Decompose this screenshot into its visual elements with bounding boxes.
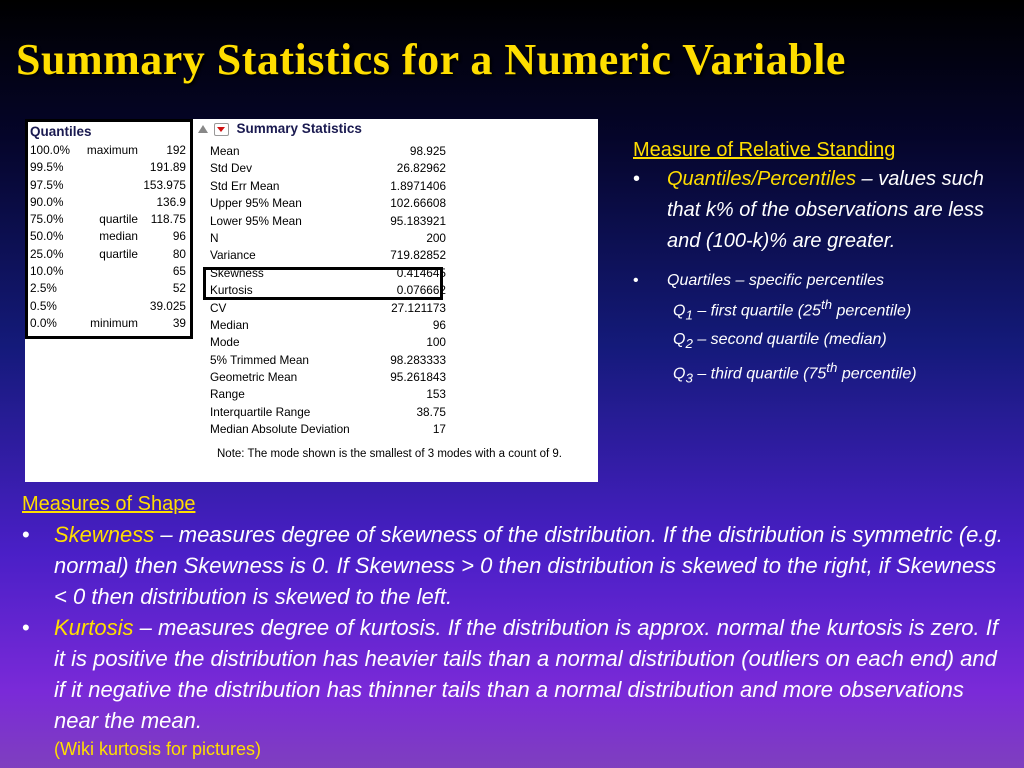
summary-label: Lower 95% Mean [210, 213, 302, 228]
summary-row [210, 178, 446, 195]
quantile-value: 39.025 [149, 298, 186, 313]
q1-line: $Q_1$ – first quartile (25th percentile) [673, 297, 912, 323]
summary-label: Skewness [210, 265, 264, 280]
quantile-label: maximum [86, 143, 138, 157]
quantile-percent: 100.0% [30, 143, 71, 157]
summary-row [210, 160, 446, 177]
quantile-row [30, 194, 190, 211]
summary-value: 38.75 [416, 404, 446, 419]
quantile-row [30, 263, 190, 280]
quantile-label: minimum [90, 315, 138, 330]
summary-value: 102.66608 [390, 196, 446, 211]
skewness-kurtosis-highlight [203, 267, 443, 300]
summary-statistics-panel [198, 119, 598, 482]
summary-label: Mode [210, 335, 240, 350]
quartiles-intro: Quartiles – specific percentiles [667, 272, 884, 289]
summary-value: 17 [432, 422, 446, 437]
summary-row [210, 230, 446, 247]
summary-label: Geometric Mean [210, 370, 298, 385]
summary-value: 26.82962 [396, 161, 446, 176]
quantile-row [30, 298, 190, 315]
summary-row [210, 352, 446, 369]
quantile-value: 65 [172, 264, 186, 279]
quantile-label: quartile [99, 212, 138, 227]
summary-value: 95.183921 [390, 213, 446, 228]
quantile-row [30, 159, 190, 176]
relative-standing-heading: Measure of Relative Standing [633, 139, 896, 161]
summary-row [210, 369, 446, 386]
skewness-definition: – measures degree of skewness of the distribution. If the distribution is symmetric (e.g. normal) then Skewness is 0. If Skewness > 0 then distribution is skewed to the right, if Skewness < 0 then distribution is skewed to the left. [54, 522, 1003, 609]
quantile-percent: 10.0% [30, 264, 64, 279]
summary-heading: Summary Statistics [236, 121, 362, 136]
summary-value: 719.82852 [390, 248, 446, 263]
quantile-value: 153.975 [143, 177, 186, 192]
summary-row [210, 247, 446, 264]
shape-section [22, 489, 1012, 762]
bullet-icon: • [22, 615, 30, 640]
quantile-percent: 50.0% [30, 229, 64, 244]
quantile-value: 136.9 [156, 194, 186, 209]
quantile-percent: 97.5% [30, 177, 64, 192]
red-triangle-menu-icon[interactable] [214, 123, 229, 136]
relative-standing-section [633, 136, 1013, 390]
quantiles-term: Quantiles/Percentiles [667, 168, 856, 190]
quantiles-bullet [633, 164, 1013, 257]
summary-row [210, 300, 446, 317]
summary-header [198, 119, 362, 139]
quantiles-definition: – values such that k% of the observations are less and (100-k)% are greater. [667, 168, 984, 252]
mode-note: Note: The mode shown is the smallest of 3 modes with a count of 9. [217, 448, 562, 460]
quantile-percent: 90.0% [30, 194, 64, 209]
quantile-percent: 0.0% [30, 315, 57, 330]
quantile-row [30, 246, 190, 263]
collapse-triangle-icon[interactable] [198, 125, 208, 133]
summary-label: Variance [210, 248, 256, 263]
quantile-row [30, 280, 190, 297]
quantile-value: 118.75 [150, 212, 186, 227]
summary-row [210, 143, 446, 160]
summary-row [210, 421, 446, 438]
quantile-row [30, 177, 190, 194]
quantiles-heading: Quantiles [30, 124, 92, 139]
summary-value: 100 [426, 335, 446, 350]
quantile-row [30, 315, 190, 332]
q3-line: $Q_3$ – third quartile (75th percentile) [673, 359, 917, 386]
quantile-percent: 2.5% [30, 281, 57, 296]
summary-value: 0.076662 [396, 283, 446, 298]
quantile-row [30, 228, 190, 245]
summary-label: Std Err Mean [210, 178, 280, 193]
summary-value: 98.283333 [390, 352, 446, 367]
quantile-row [30, 142, 190, 159]
slide-title: Summary Statistics for a Numeric Variable [16, 35, 846, 84]
quantile-percent: 25.0% [30, 246, 64, 261]
kurtosis-bullet [22, 612, 1012, 736]
summary-row [210, 213, 446, 230]
bullet-icon: • [22, 522, 30, 547]
summary-label: 5% Trimmed Mean [210, 352, 309, 367]
summary-value: 200 [426, 230, 446, 245]
summary-label: Upper 95% Mean [210, 196, 302, 211]
summary-label: CV [210, 300, 227, 315]
summary-label: N [210, 230, 219, 245]
summary-label: Median [210, 317, 249, 332]
summary-value: 0.414645 [396, 265, 446, 280]
jmp-output-panel [25, 119, 598, 482]
summary-row [210, 404, 446, 421]
summary-label: Range [210, 387, 245, 402]
summary-label: Std Dev [210, 161, 252, 176]
quantile-percent: 0.5% [30, 298, 57, 313]
shape-heading: Measures of Shape [22, 493, 196, 515]
summary-label: Interquartile Range [210, 404, 311, 419]
bullet-icon: • [633, 168, 641, 190]
summary-value: 27.121173 [391, 300, 446, 315]
quantile-value: 80 [172, 246, 186, 261]
wiki-kurtosis-link[interactable]: (Wiki kurtosis for pictures) [54, 739, 262, 759]
quantile-percent: 75.0% [30, 212, 64, 227]
summary-value: 95.261843 [390, 370, 446, 385]
summary-label: Kurtosis [210, 283, 253, 298]
quantile-percent: 99.5% [30, 160, 64, 175]
summary-label: Mean [210, 144, 240, 158]
kurtosis-definition: – measures degree of kurtosis. If the distribution is approx. normal the kurtosis is zero. If it is positive the distribution has heavier tails than a normal distribution (outliers on each end) and if it negative the distribution has thinner tails than a normal distribution and more observations near the mean. [54, 615, 998, 733]
summary-row [210, 334, 446, 351]
quantiles-table [28, 142, 190, 332]
quantiles-panel [25, 119, 193, 339]
summary-value: 98.925 [409, 144, 446, 158]
skewness-bullet [22, 519, 1012, 612]
quantile-value: 192 [166, 143, 186, 157]
quartiles-bullet [633, 269, 1013, 293]
summary-label: Median Absolute Deviation [210, 422, 350, 437]
skewness-term: Skewness [54, 522, 155, 547]
quantile-value: 52 [172, 281, 186, 296]
summary-row [210, 317, 446, 334]
quantile-value: 96 [172, 229, 186, 244]
quantile-value: 39 [172, 315, 186, 330]
summary-value: 1.8971406 [390, 178, 446, 193]
summary-value: 96 [432, 317, 446, 332]
bullet-icon: • [633, 272, 639, 289]
kurtosis-term: Kurtosis [54, 615, 134, 640]
summary-row [210, 195, 446, 212]
q2-line: $Q_2$ – second quartile (median) [673, 330, 887, 351]
quantile-value: 191.89 [149, 160, 186, 175]
summary-value: 153 [426, 387, 446, 402]
quantile-row [30, 211, 190, 228]
summary-row [210, 386, 446, 403]
quantile-label: quartile [99, 246, 138, 261]
quantile-label: median [99, 229, 138, 244]
